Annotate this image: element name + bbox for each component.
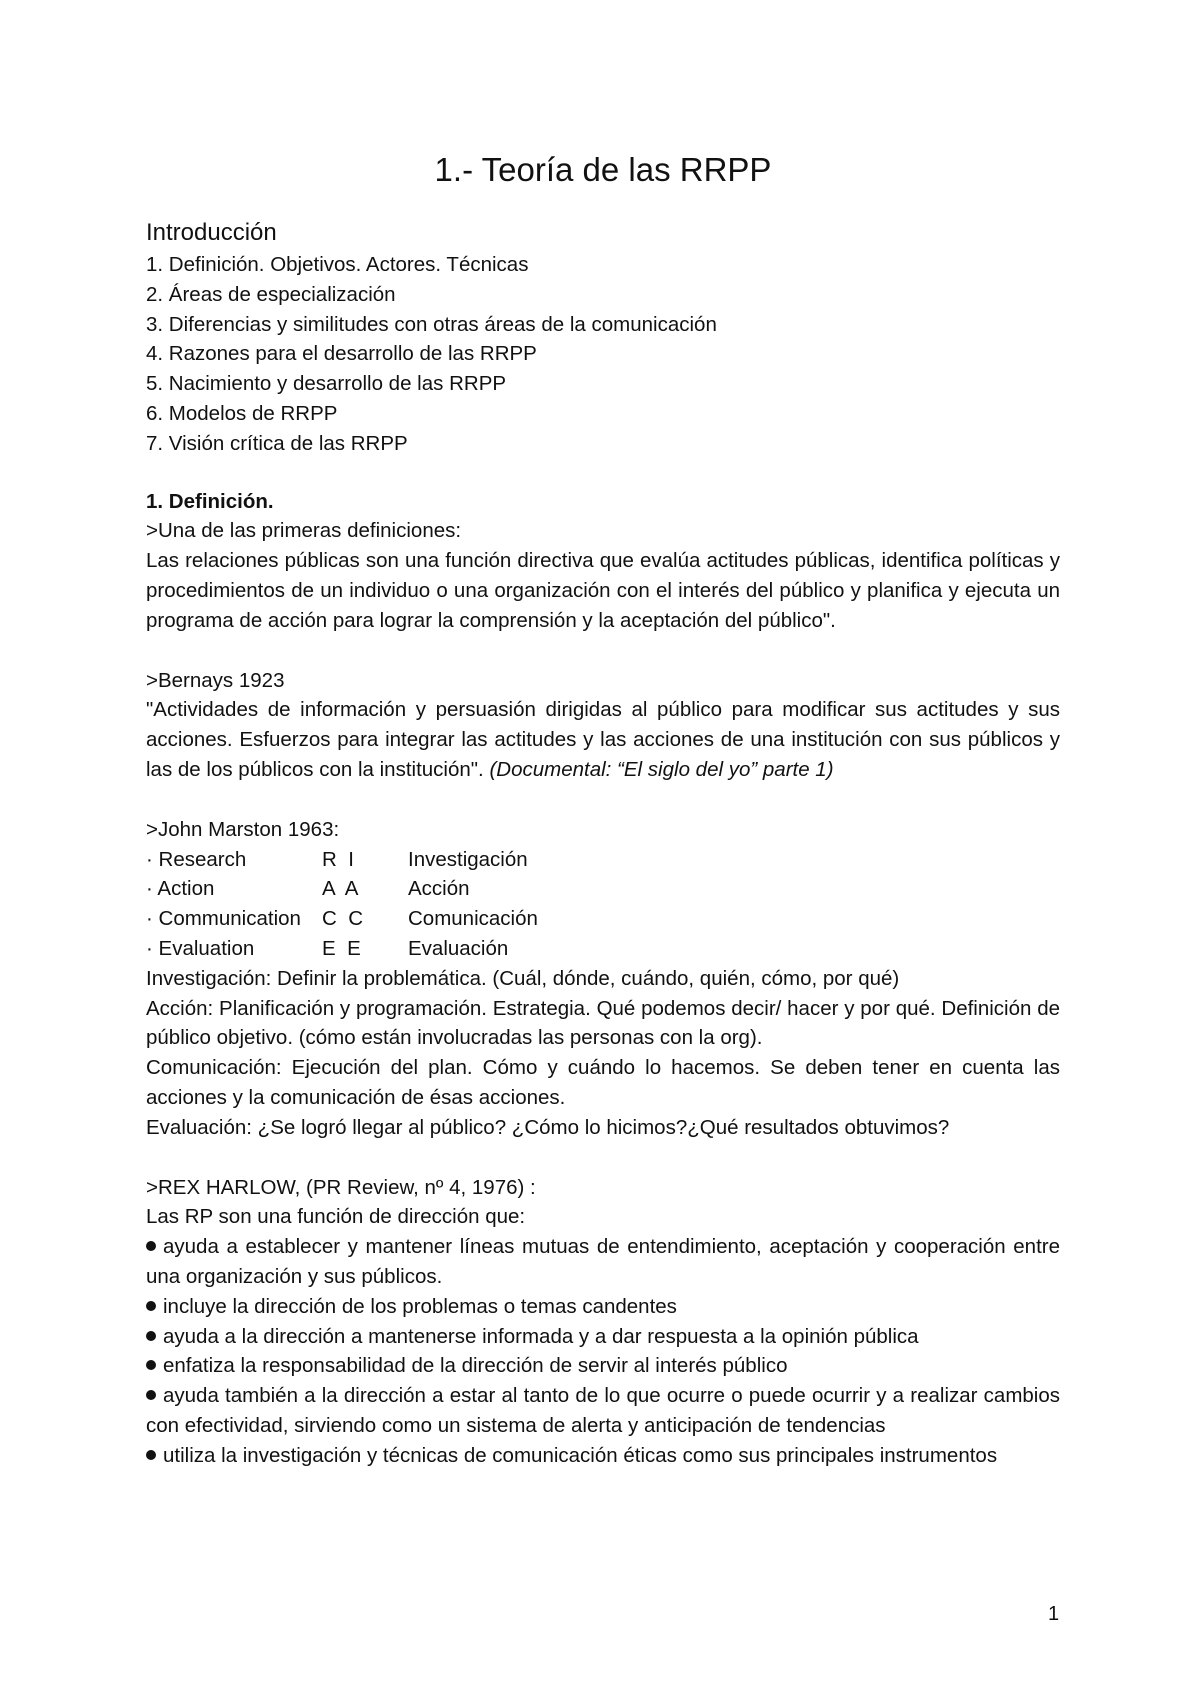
bullet-icon [146,1301,156,1311]
bullet-icon [146,1450,156,1460]
race-row [146,845,1060,875]
bernays-text: "Actividades de información y persuasión dirigidas al público para modificar sus actitudes y sus acciones. Esfuerzos para integrar las actitudes y las acciones de una institución con sus públicos y las de los públicos con la institución". [146,698,1060,781]
bullet-text: ayuda a la dirección a mantenerse informada y a dar respuesta a la opinión pública [163,1324,919,1348]
document-page [146,140,1060,1470]
list-item [146,1441,1060,1471]
bernays-label: >Bernays 1923 [146,668,285,692]
page-number: 1 [1048,1603,1060,1625]
spacer [146,636,1060,666]
first-definition-text: Las relaciones públicas son una función directiva que evalúa actitudes públicas, identifica políticas y procedimientos de un individuo o una organización con el interés del público y planifica y ejecuta un programa de acción para lograr la comprensión y la aceptación del público". [146,549,1060,632]
spacer [146,785,1060,815]
list-item [146,1381,1060,1441]
intro-item: 2. Áreas de especialización [146,282,396,306]
race-desc-accion: Acción: Planificación y programación. Estrategia. Qué podemos decir/ hacer y por qué. Definición de público objetivo. (cómo están involucradas las personas con la org). [146,996,1060,1050]
race-table [146,845,1060,964]
intro-item: 4. Razones para el desarrollo de las RRPP [146,342,537,366]
race-spanish: Investigación [408,847,528,871]
race-row [146,934,1060,964]
race-spanish: Acción [408,877,470,901]
harlow-bullet-list [146,1232,1060,1470]
bullet-icon [146,1390,156,1400]
bullet-text: incluye la dirección de los problemas o temas candentes [163,1294,677,1318]
list-item [146,1322,1060,1352]
race-row [146,904,1060,934]
bullet-text: ayuda a establecer y mantener líneas mutuas de entendimiento, aceptación y cooperación entre una organización y sus públicos. [146,1235,1060,1288]
bullet-text: utiliza la investigación y técnicas de comunicación éticas como sus principales instrumentos [163,1443,998,1467]
bernays-paragraph [146,695,1060,784]
page-title: 1.- Teoría de las RRPP [434,151,772,188]
bullet-text: enfatiza la responsabilidad de la dirección de servir al interés público [163,1354,788,1378]
list-item [146,1292,1060,1322]
harlow-label: >REX HARLOW, (PR Review, nº 4, 1976) : [146,1175,536,1199]
race-english: · Communication [146,907,301,931]
race-letters: C C [322,907,363,931]
race-letters: R I [322,847,354,871]
section-heading-definicion: 1. Definición. [146,489,274,513]
bullet-icon [146,1360,156,1370]
race-spanish: Evaluación [408,936,509,960]
race-spanish: Comunicación [408,907,538,931]
intro-item: 1. Definición. Objetivos. Actores. Técnicas [146,253,529,276]
race-letters: E E [322,936,361,960]
list-item [146,1351,1060,1381]
harlow-intro: Las RP son una función de dirección que: [146,1205,526,1229]
first-definition-label: >Una de las primeras definiciones: [146,519,462,543]
race-english: · Action [146,877,215,901]
race-letters: A A [322,877,359,901]
intro-item: 7. Visión crítica de las RRPP [146,431,408,455]
marston-label: >John Marston 1963: [146,817,340,841]
race-desc-investigacion: Investigación: Definir la problemática. (Cuál, dónde, cuándo, quién, cómo, por qué) [146,966,900,990]
bullet-icon [146,1331,156,1341]
intro-list [146,250,1060,459]
race-english: · Evaluation [146,936,255,960]
intro-item: 6. Modelos de RRPP [146,401,338,425]
list-item [146,1232,1060,1292]
bullet-icon [146,1241,156,1251]
bernays-note: (Documental: “El siglo del yo” parte 1) [489,757,834,781]
race-row [146,874,1060,904]
spacer [146,1143,1060,1173]
intro-item: 5. Nacimiento y desarrollo de las RRPP [146,372,507,396]
intro-item: 3. Diferencias y similitudes con otras áreas de la comunicación [146,312,717,336]
bullet-text: ayuda también a la dirección a estar al tanto de lo que ocurre o puede ocurrir y a realizar cambios con efectividad, sirviendo como un sistema de alerta y anticipación de tendencias [146,1384,1060,1437]
intro-heading: Introducción [146,219,277,246]
race-english: · Research [146,847,247,871]
race-desc-comunicacion: Comunicación: Ejecución del plan. Cómo y cuándo lo hacemos. Se deben tener en cuenta las acciones y la comunicación de ésas acciones. [146,1056,1060,1109]
race-desc-evaluacion: Evaluación: ¿Se logró llegar al público? ¿Cómo lo hicimos?¿Qué resultados obtuvimos? [146,1115,950,1139]
